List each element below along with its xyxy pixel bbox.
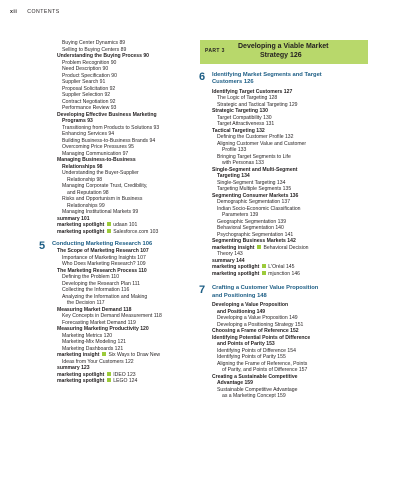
toc-entry-text: Contract Negotiation 92 [62,98,116,105]
toc-entry-text: Psychographic Segmentation 141 [217,231,294,238]
green-square-marker-icon [107,378,111,382]
toc-entry-text: Problem Recognition 90 [62,59,117,66]
toc-entry-text: marketing spotlight [57,371,105,378]
toc-entry-text: summary 123 [57,365,90,372]
toc-entry-text: Programs 93 [62,118,93,124]
toc-entry-text: and Positioning 149 [217,308,266,315]
toc-entry-subject: udaan 101 [113,222,138,228]
chapter-title-line-1: Identifying Market Segments and Target [212,72,322,78]
toc-entry-text: Sustainable Competitive Advantage [217,386,298,393]
toc-entry-text: Advantage 159 [217,380,253,387]
toc-entry-text: Understanding the Buying Process 90 [57,53,149,59]
toc-entry-subject: LEGO 124 [113,378,138,385]
toc-entry-text: Analyzing the Information and Making [62,293,148,300]
toc-entry-text: Segmenting Business Markets 142 [212,238,296,245]
toc-entry-text: The Scope of Marketing Research 107 [57,248,149,255]
toc-entry-text: Single-Segment Targeting 134 [217,179,286,186]
toc-list-chapter-7 [212,302,394,400]
toc-entry-text: Managing Communication 97 [62,150,129,157]
toc-entry-text: Identifying Target Customers 127 [212,88,293,95]
toc-entry-text: as a Marketing Concept 159 [222,393,286,400]
toc-entry-text: Parameters 139 [222,212,259,219]
toc-entry-text: Understanding the Buyer-Supplier [62,170,139,176]
toc-entry-text: of Parity, and Points of Difference 157 [222,367,308,374]
chapter-number: 6 [199,71,206,83]
toc-entry-text: Marketing-Mix Modeling 121 [62,339,126,346]
toc-entry-text: Performance Review 93 [62,105,117,111]
toc-entry-text: marketing spotlight [212,270,260,277]
toc-entry-text: Importance of Marketing Insights 107 [62,254,146,261]
toc-entry-text: Proposal Solicitation 92 [62,85,116,92]
toc-entry-text: Single-Segment and Multi-Segment [212,166,298,173]
toc-entry-text: Overcoming Price Pressures 95 [62,144,134,150]
toc-entry-text: Developing a Positioning Strategy 151 [217,321,304,328]
green-square-marker-icon [107,229,111,233]
chapter-number: 7 [199,284,206,297]
toc-entry-text: marketing spotlight [57,228,105,235]
toc-entry-text: Measuring Marketing Productivity 120 [57,326,149,333]
toc-entry-text: marketing insight [212,244,255,251]
toc-list-chapter-6 [212,89,394,278]
toc-entry-text: marketing spotlight [212,264,260,271]
toc-entry-text: Targeting 134 [217,173,250,180]
toc-entry-text: Theory 143 [217,251,243,258]
toc-entry-text: Marketing Dashboards 121 [62,345,124,352]
toc-entry-text: the Decision 117 [67,300,105,307]
toc-entry-text: Target Attractiveness 131 [217,121,275,128]
toc-entry-text: summary 144 [212,257,245,264]
toc-entry-text: The Marketing Research Process 110 [57,267,147,274]
toc-entry-text: Profile 133 [222,147,247,154]
toc-entry-text: Identifying Points of Difference 154 [217,347,296,354]
toc-entry[interactable] [212,271,394,278]
green-square-marker-icon [262,264,266,268]
left-column [39,40,200,385]
right-column [199,71,394,400]
part-label: PART 3 [205,48,225,54]
toc-entry-text: Ideas from Your Customers 122 [62,358,134,365]
toc-entry-text: Building Business-to-Business Brands 94 [62,137,156,144]
toc-entry-text: summary 101 [57,215,90,222]
chapter-title: Conducting Marketing Research 106 [52,241,153,247]
toc-entry-text: marketing spotlight [57,222,105,228]
page-number: xii [10,9,18,15]
toc-entry[interactable] [52,378,200,385]
toc-entry-text: Tactical Targeting 132 [212,127,265,134]
toc-entry-text: Aligning Customer Value and Customer [217,140,307,147]
toc-entry-text: The Logic of Targeting 128 [217,95,278,102]
toc-entry-text: Bringing Target Segments to Life [217,153,291,160]
toc-list-chapter-5 [52,248,200,385]
toc-entry-text: Defining the Problem 110 [62,274,120,281]
toc-entry-subject: Salesforce.com 103 [113,228,159,235]
toc-entry-text: Risks and Opportunism in Business [62,196,143,202]
chapter-title-line-1: Crafting a Customer Value Proposition [212,285,319,292]
toc-entry-text: Who Does Marketing Research? 109 [62,261,146,268]
chapter-title-line-2: Customers 126 [212,79,254,86]
toc-entry-text: Transitioning from Products to Solutions 93 [62,124,160,131]
green-square-marker-icon [102,352,106,356]
green-square-marker-icon [257,245,261,249]
toc-entry-subject: Behavioral Decision [263,244,309,251]
toc-entry-text: Indian Socio-Economic Classification [217,205,301,212]
toc-entry-text: Strategic Targeting 130 [212,108,268,115]
chapter-6-heading[interactable] [199,71,394,87]
toc-entry-text: Key Concepts in Demand Measurement 118 [62,313,162,320]
toc-entry-text: Relationship 98 [67,176,103,183]
part-title-line-2: Strategy 126 [260,52,302,59]
part-3-banner[interactable] [200,40,368,64]
toc-entry-text: Collecting the Information 116 [62,287,130,294]
toc-entry-text: Relationships 98 [62,163,103,170]
toc-entry-text: Geographic Segmentation 139 [217,218,287,225]
toc-entry-text: Choosing a Frame of Reference 152 [212,328,299,335]
green-square-marker-icon [107,222,111,226]
toc-entry-subject: L'Oréal 145 [268,264,295,271]
toc-entry-text: Creating a Sustainable Competitive [212,373,298,380]
toc-entry-text: Selling to Buying Centers 89 [62,46,127,53]
toc-entry-text: Managing Institutional Markets 99 [62,209,139,215]
running-title: CONTENTS [27,9,60,15]
toc-entry-text: Buying Center Dynamics 89 [62,40,126,46]
green-square-marker-icon [107,372,111,376]
toc-entry-text: Product Specification 90 [62,72,117,79]
toc-entry-text: marketing insight [57,352,100,359]
toc-entry-subject: mjunction 146 [268,270,300,277]
toc-entry-text: Measuring Market Demand 118 [57,306,132,313]
toc-entry-text: Enhancing Services 94 [62,131,115,137]
toc-entry-text: Supplier Selection 92 [62,92,111,98]
toc-entry-text: Strategic and Tactical Targeting 129 [217,101,298,108]
toc-entry-text: Developing a Value Proposition [212,302,289,309]
toc-entry-text: Target Compatibility 130 [217,114,272,121]
running-header [10,9,60,15]
toc-entry-text: Developing the Research Plan 111 [62,280,140,287]
toc-entry[interactable] [212,393,394,400]
part-title-line-1: Developing a Viable Market [238,43,329,50]
toc-entry-text: Behavioral Segmentation 140 [217,225,284,232]
toc-entry-text: Developing a Value Proposition 149 [217,315,298,322]
chapter-title-line-2: and Positioning 148 [212,292,267,299]
toc-entry-text: Relationships 99 [67,202,105,209]
toc-entry-text: Marketing Metrics 120 [62,332,113,339]
toc-entry-text: and Points of Parity 153 [217,341,275,348]
toc-entry-text: marketing spotlight [57,378,105,385]
toc-entry-text: Targeting Multiple Segments 135 [217,186,292,193]
toc-entry-text: Need Description 90 [62,66,109,72]
toc-entry-text: Identifying Points of Parity 155 [217,354,286,361]
toc-entry-text: with Personas 133 [222,160,264,167]
toc-entry-text: Forecasting Market Demand 119 [62,319,136,326]
toc-entry-text: Managing Business-to-Business [57,157,136,163]
toc-entry-subject: Six Ways to Draw New [108,352,161,359]
toc-entry-text: Aligning the Frame of Reference, Points [217,360,308,367]
toc-entry-text: Identifying Potential Points of Difference [212,334,311,341]
toc-entry-text: Segmenting Consumer Markets 136 [212,192,299,199]
green-square-marker-icon [262,271,266,275]
chapter-number: 5 [39,240,46,252]
toc-entry-text: Demographic Segmentation 137 [217,199,291,206]
toc-list-chapter-4-end [52,40,200,235]
toc-entry-text: Developing Effective Business Marketing [57,111,157,118]
toc-entry-text: Defining the Customer Profile 132 [217,134,294,141]
toc-entry-subject: IDEO 123 [113,371,136,378]
chapter-7-heading[interactable] [199,284,394,300]
toc-entry-text: Supplier Search 91 [62,79,106,85]
toc-entry[interactable] [52,229,200,236]
toc-entry-text: Managing Corporate Trust, Credibility, [62,183,148,189]
toc-entry-text: and Reputation 98 [67,189,109,196]
